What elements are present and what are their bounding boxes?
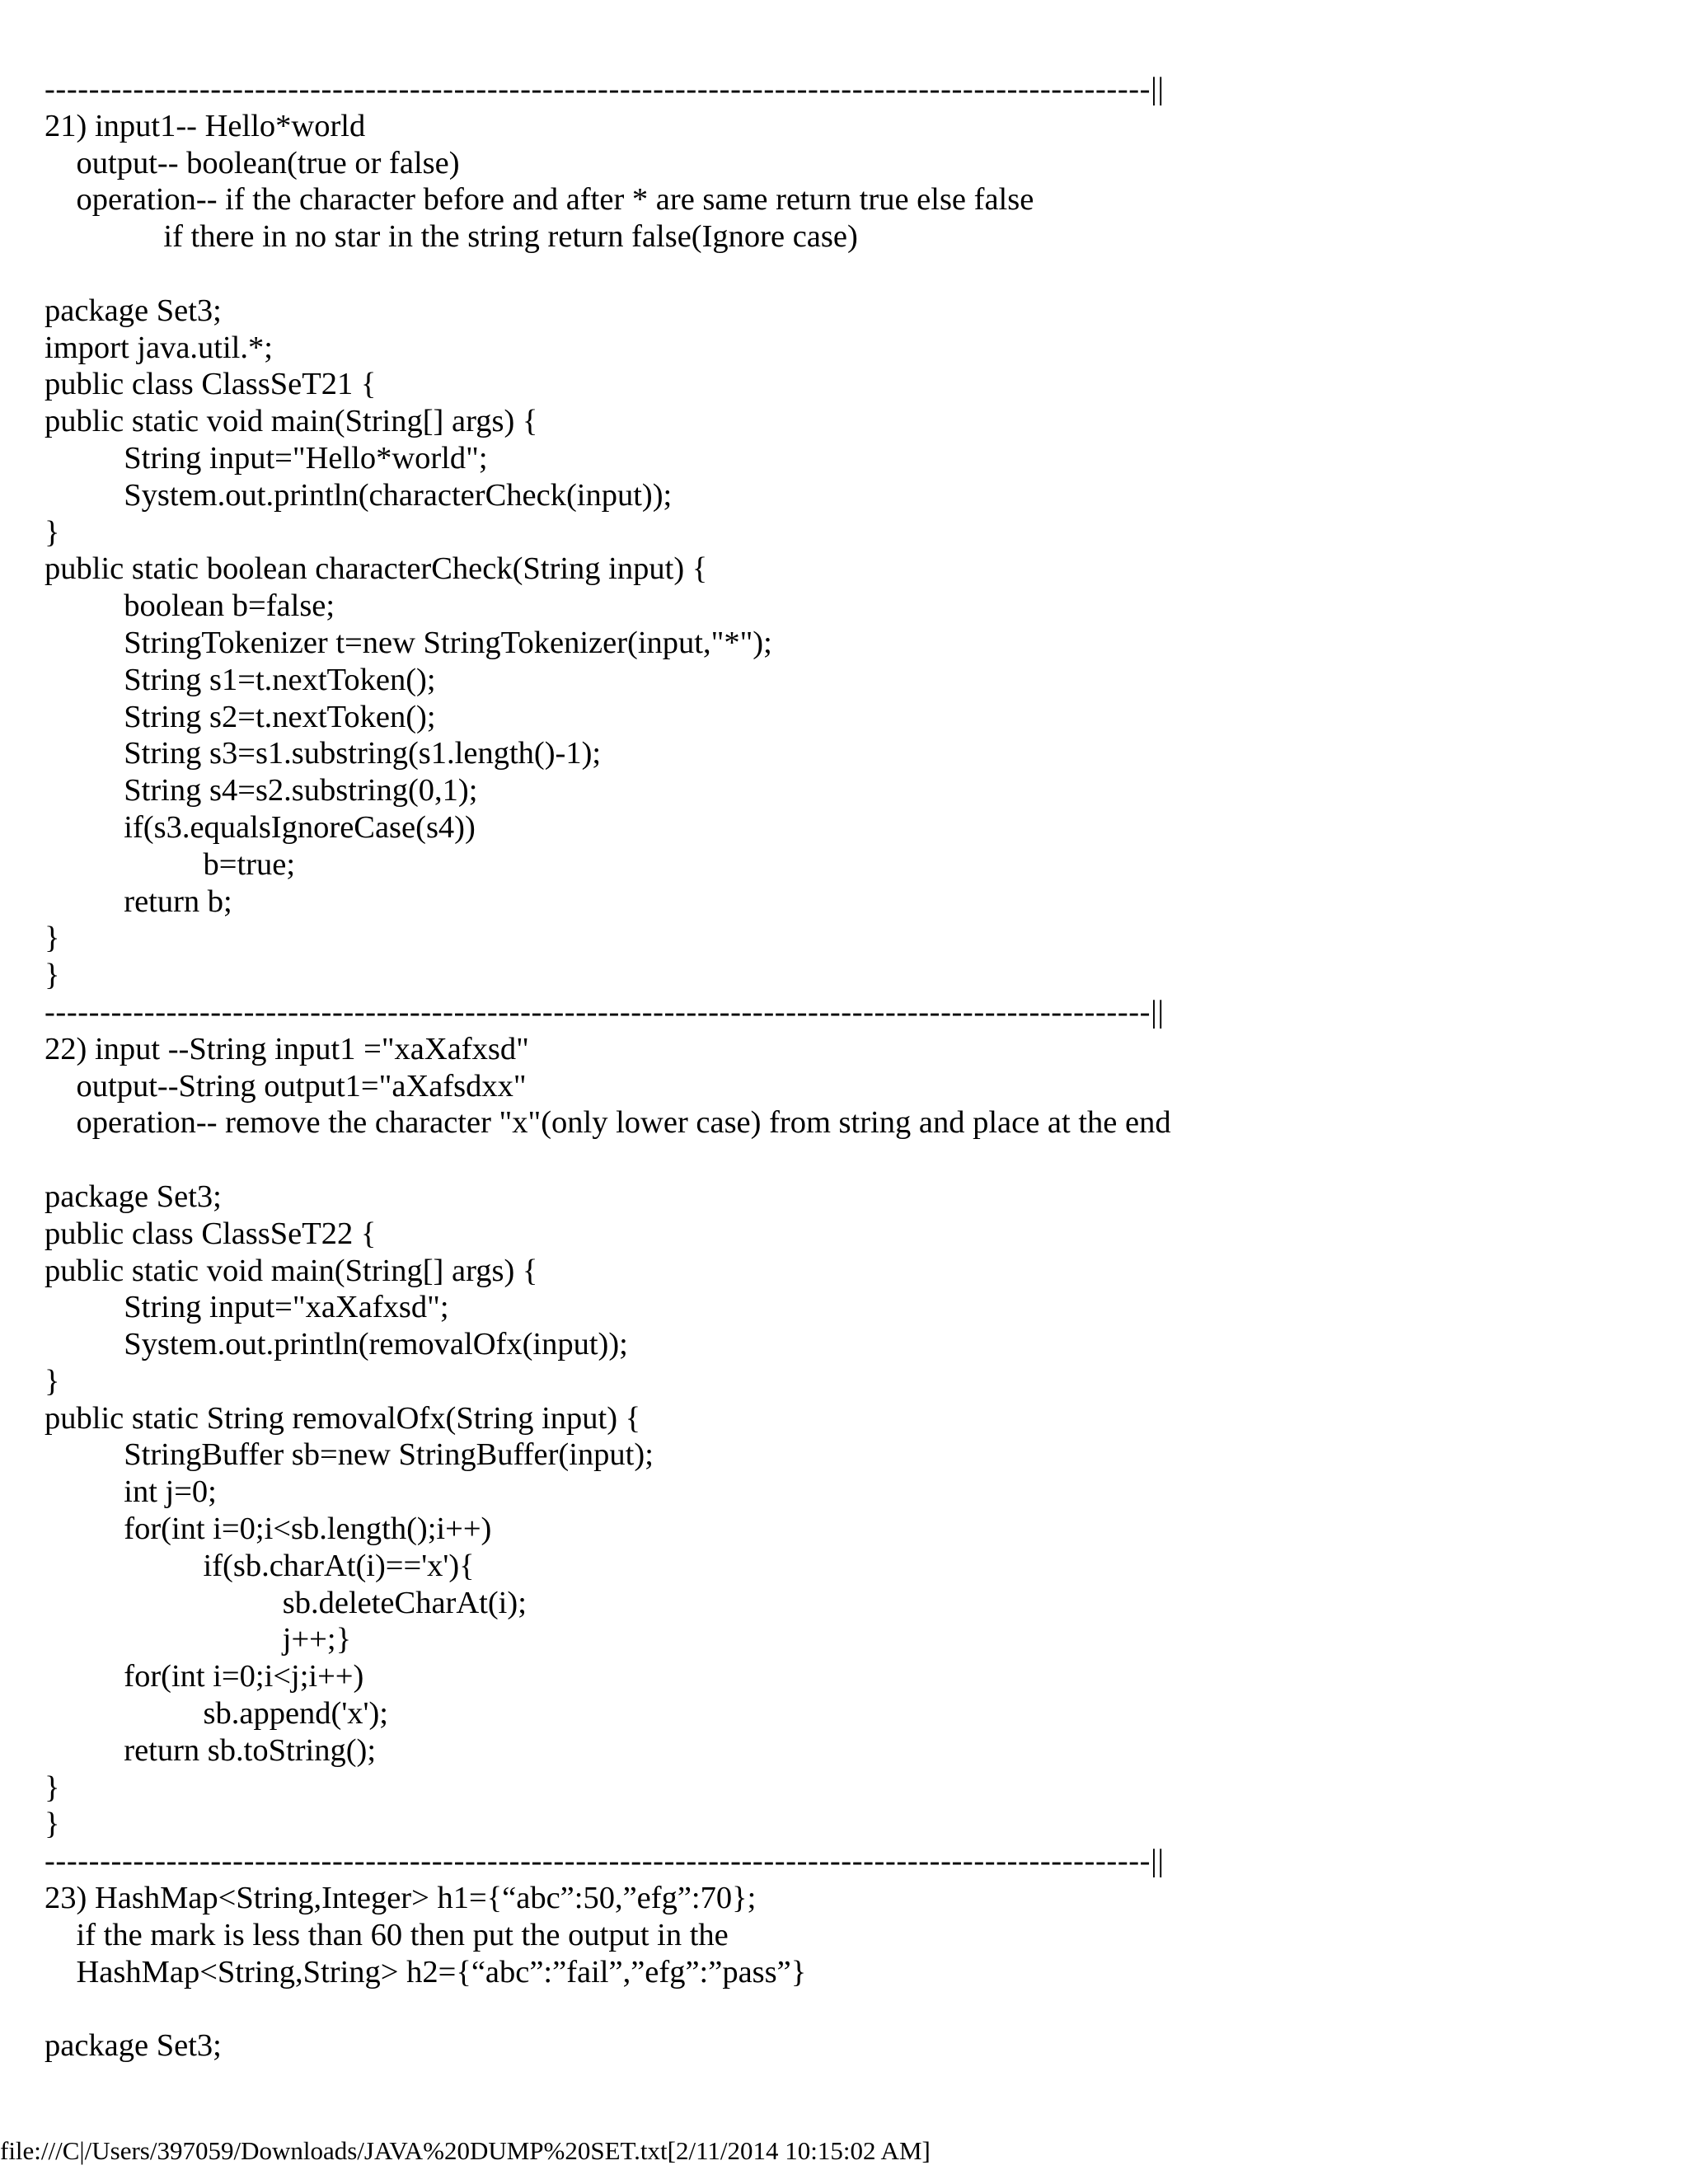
code-line: String s4=s2.substring(0,1);: [45, 773, 478, 808]
code-line: boolean b=false;: [45, 588, 335, 624]
code-line: package Set3;: [45, 2028, 222, 2064]
code-line: }: [45, 1769, 60, 1805]
problem-21-operation-cont: if there in no star in the string return false(Ignore case): [45, 219, 858, 255]
code-line: sb.deleteCharAt(i);: [45, 1585, 527, 1620]
code-line: return sb.toString();: [45, 1732, 377, 1768]
problem-21-operation: operation-- if the character before and after * are same return true else false: [45, 182, 1034, 218]
code-line: }: [45, 921, 60, 956]
code-line: package Set3;: [45, 293, 222, 328]
code-line: String input="Hello*world";: [45, 440, 488, 476]
code-line: sb.append('x');: [45, 1696, 388, 1732]
code-line: StringTokenizer t=new StringTokenizer(input,"*");: [45, 625, 772, 660]
code-line: public class ClassSeT22 {: [45, 1216, 377, 1251]
code-line: return b;: [45, 883, 232, 919]
code-line: }: [45, 1807, 60, 1842]
code-line: b=true;: [45, 846, 296, 882]
code-line: for(int i=0;i<j;i++): [45, 1659, 364, 1694]
problem-23-title: 23) HashMap<String,Integer> h1={“abc”:50,”efg”:70};: [45, 1881, 757, 1916]
code-line: System.out.println(removalOfx(input));: [45, 1327, 628, 1362]
problem-23-description-cont: HashMap<String,String> h2={“abc”:”fail”,”efg”:”pass”}: [45, 1954, 807, 1990]
code-line: StringBuffer sb=new StringBuffer(input);: [45, 1437, 654, 1473]
blank-line: [45, 255, 1660, 293]
code-line: }: [45, 514, 60, 550]
problem-21-title: 21) input1-- Hello*world: [45, 108, 366, 143]
code-line: String input="xaXafxsd";: [45, 1290, 449, 1325]
problem-21-output: output-- boolean(true or false): [45, 145, 460, 180]
problem-22-operation: operation-- remove the character "x"(only lower case) from string and place at the end: [45, 1105, 1171, 1141]
code-line: public static String removalOfx(String input) {: [45, 1400, 641, 1436]
blank-line: [45, 1990, 1660, 2027]
code-line: public class ClassSeT21 {: [45, 367, 377, 402]
code-line: String s2=t.nextToken();: [45, 699, 436, 734]
code-line: j++;}: [45, 1622, 352, 1657]
blank-line: [45, 1141, 1660, 1179]
code-line: if(s3.equalsIgnoreCase(s4)): [45, 809, 476, 845]
page-footer-url: file:///C|/Users/397059/Downloads/JAVA%20DUMP%20SET.txt[2/11/2014 10:15:02 AM]: [0, 2136, 931, 2165]
code-line: import java.util.*;: [45, 330, 273, 365]
code-line: String s3=s1.substring(s1.length()-1);: [45, 736, 602, 771]
code-line: public static boolean characterCheck(String input) {: [45, 551, 708, 587]
code-line: System.out.println(characterCheck(input));: [45, 477, 673, 513]
code-line: public static void main(String[] args) {: [45, 404, 538, 439]
code-line: for(int i=0;i<sb.length();i++): [45, 1511, 492, 1547]
problem-23-description: if the mark is less than 60 then put the output in the: [45, 1917, 729, 1952]
code-line: String s1=t.nextToken();: [45, 662, 436, 697]
code-line: }: [45, 958, 60, 993]
section-separator: ----------------------------------------------------------------------------------------------------||: [45, 1844, 1165, 1879]
problem-22-title: 22) input --String input1 ="xaXafxsd": [45, 1031, 529, 1066]
problem-22-output: output--String output1="aXafsdxx": [45, 1068, 527, 1104]
code-line: int j=0;: [45, 1474, 217, 1510]
code-line: if(sb.charAt(i)=='x'){: [45, 1548, 475, 1583]
section-separator: ----------------------------------------------------------------------------------------------------||: [45, 72, 1165, 106]
document-body: [45, 71, 1660, 2064]
code-line: }: [45, 1363, 60, 1399]
code-line: package Set3;: [45, 1179, 222, 1214]
code-line: public static void main(String[] args) {: [45, 1253, 538, 1288]
section-separator: ----------------------------------------------------------------------------------------------------||: [45, 994, 1165, 1029]
